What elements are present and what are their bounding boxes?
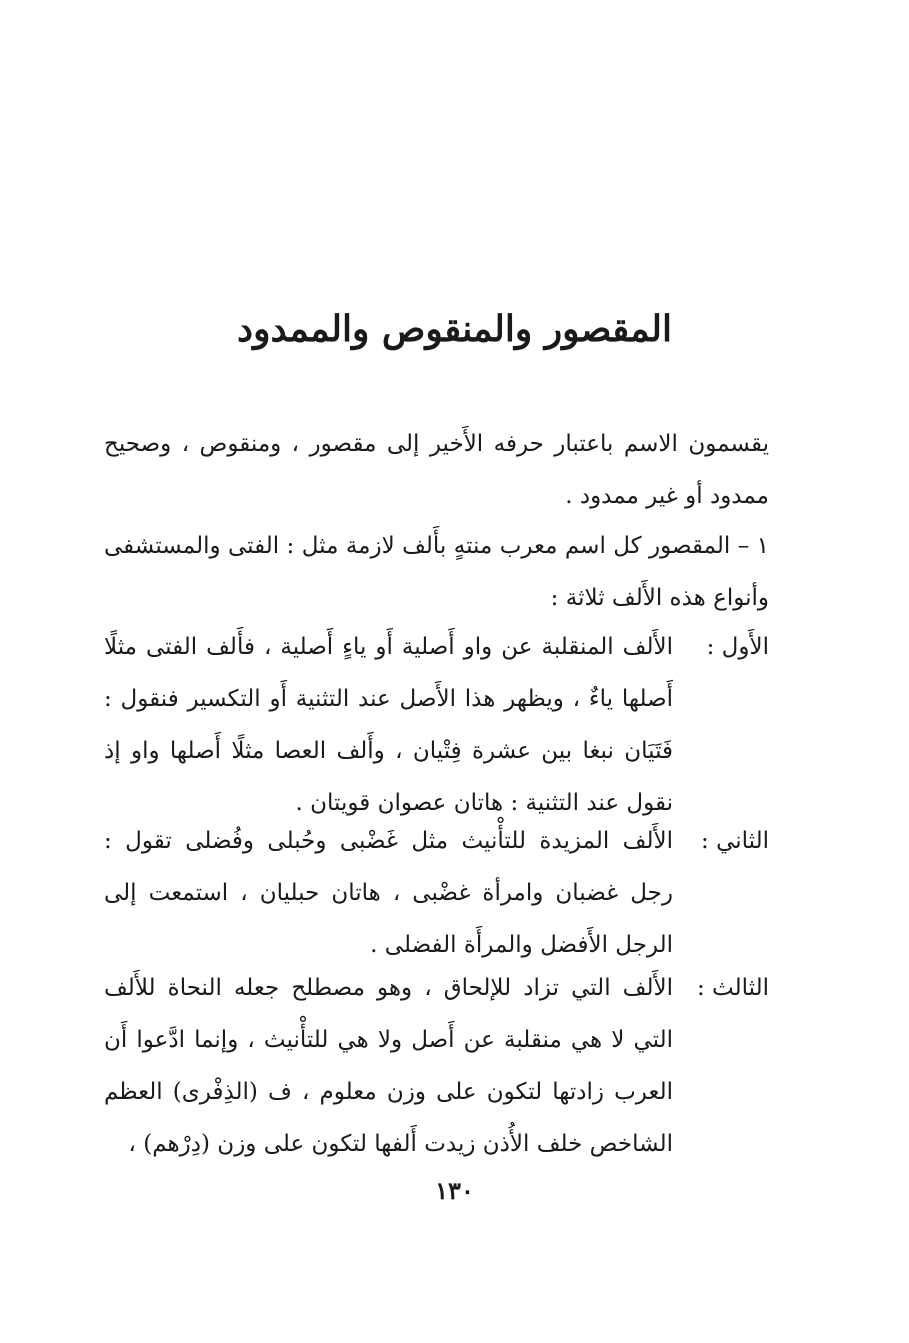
item-label: الثالث : (697, 975, 769, 1001)
item-label: الأَول : (706, 634, 769, 660)
item-text: الأَلف المنقلبة عن واو أَصلية أَو ياءٍ أَصلية ، فأَلف الفتى مثلًا أَصلها ياءٌ ، ويظهر هذا الأَصل عند التثنية أَو التكسير فنقول : فَتَيَان نبغا بين عشرة فِتْيان ، وأَلف العصا مثلًا أَصلها واو إذ نقول عند التثنية : هاتان عصوان قويتان . (104, 634, 673, 816)
page-number: ١٣٠ (435, 1176, 474, 1205)
intro-paragraph: يقسمون الاسم باعتبار حرفه الأَخير إلى مقصور ، ومنقوص ، وصحيح ممدود أو غير ممدود . (104, 431, 769, 509)
list-item-third (104, 962, 769, 1170)
list-item-second (104, 815, 769, 971)
list-item-first (104, 621, 769, 829)
section-one-paragraph: ١ – المقصور كل اسم معرب منتهٍ بأَلف لازمة مثل : الفتى والمستشفى وأنواع هذه الأَلف ثلاثة : (104, 533, 769, 611)
item-text: الأَلف التي تزاد للإلحاق ، وهو مصطلح جعله النحاة للأَلف التي لا هي منقلبة عن أَصل ولا هي للتأْنيث ، وإنما ادَّعوا أَن العرب زادتها لتكون على وزن معلوم ، ف (الذِفْرى) العظم الشاخص خلف الأُذن زيدت أَلفها لتكون على وزن (دِرْهم) ، (104, 975, 673, 1157)
page-title: المقصور والمنقوص والممدود (237, 308, 672, 350)
item-label: الثاني : (701, 828, 769, 854)
item-text: الأَلف المزيدة للتأْنيث مثل غَضْبى وحُبلى وفُضلى تقول : رجل غضبان وامرأة غضْبى ، هاتان حبليان ، استمعت إلى الرجل الأَفضل والمرأَة الفضلى . (104, 828, 673, 958)
